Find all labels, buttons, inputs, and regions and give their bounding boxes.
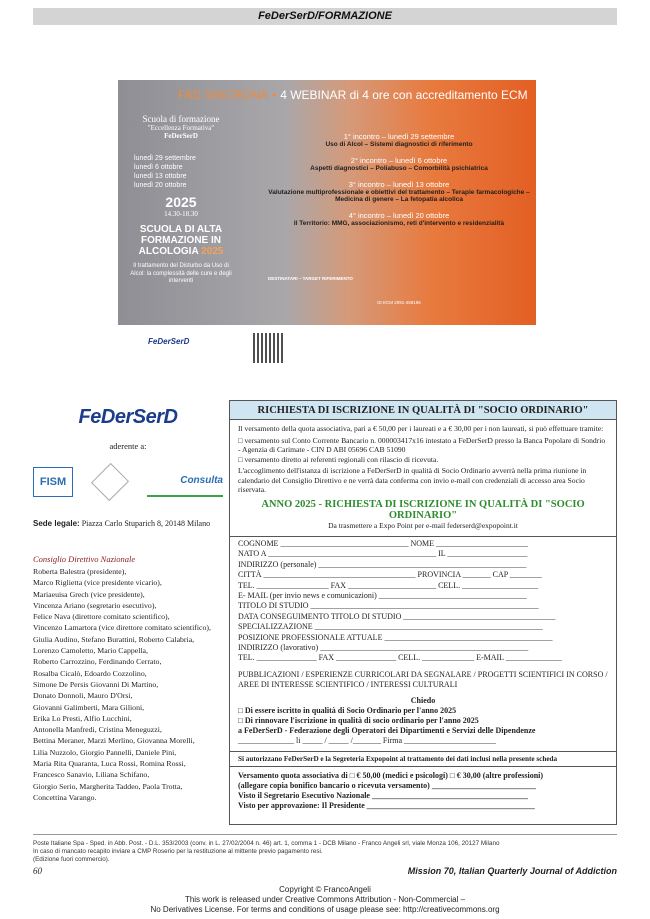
ad-incontro <box>268 211 530 227</box>
webinar-advertisement <box>118 80 536 375</box>
form-field-row[interactable]: SPECIALIZZAZIONE _________________________________________________________ <box>238 622 543 632</box>
option-rinnovo[interactable]: □ Di rinnovare l'iscrizione in qualità di socio ordinario per l'anno 2025 <box>238 716 479 726</box>
form-field-row[interactable]: COGNOME ________________________________ NOME _______________________ <box>238 539 528 548</box>
form-paragraph: L'accoglimento dell'istanza di iscrizione a FeDerSerD in qualità di Socio Ordinario avverrà nella prima riunione in calendario del Consiglio Direttivo e ne verrà data conferma con invio e-mail con credenziali di accesso area Socio riservata. <box>238 466 587 494</box>
consulta-logo: Consulta <box>147 467 223 497</box>
ad-school-sub: "Eccellenza Formativa" <box>147 124 215 132</box>
option-iscrizione[interactable]: □ Di essere iscritto in qualità di Socio Ordinario per l'anno 2025 <box>238 706 457 716</box>
form-title: RICHIESTA DI ISCRIZIONE IN QUALITÀ DI "SOCIO ORDINARIO" <box>230 401 616 420</box>
ad-dates <box>126 154 236 190</box>
form-field-row[interactable]: TEL. _______________ FAX _______________ CELL. _____________ E-MAIL ______________ <box>238 653 562 663</box>
visto-presidente[interactable]: Visto per approvazione: Il Presidente __________________________________________ <box>238 801 535 811</box>
consiglio-member: Maria Rita Quaranta, Luca Rossi, Romina Rossi, <box>33 759 186 769</box>
federserd-logo: FeDerSerD <box>78 406 178 428</box>
membership-form[interactable] <box>229 400 617 825</box>
form-body <box>230 420 616 530</box>
ad-hours: 14.30-18.30 <box>164 210 198 218</box>
shipping-line: (Edizione fuori commercio). <box>33 856 110 863</box>
ad-destinatari <box>268 276 530 305</box>
field-rows <box>238 539 608 664</box>
form-year-title: ANNO 2025 - RICHIESTA DI ISCRIZIONE IN QUALITÀ DI "SOCIO ORDINARIO" <box>261 498 585 521</box>
consiglio-member: Giulia Audino, Stefano Burattini, Roberto Calabria, <box>33 634 195 644</box>
ad-program <box>268 132 530 235</box>
consiglio-member: Rosalba Cicalò, Edoardo Cozzolino, <box>33 668 147 678</box>
form-field-row[interactable]: TEL. __________________ FAX ______________________ CELL. ___________________ <box>238 580 539 590</box>
incontro-title: 2° incontro – lunedì 6 ottobre <box>350 156 448 165</box>
journal-name: Mission 70, Italian Quarterly Journal of Addiction <box>407 866 617 876</box>
ad-incontro <box>268 180 530 203</box>
ad-scuola-year: 2025 <box>201 246 224 257</box>
ad-incontro <box>268 156 530 172</box>
ad-head-fad: FAD SINCRONA <box>178 88 269 102</box>
fism-logo: FISM <box>33 467 73 497</box>
consiglio-member: Antonella Manfredi, Cristina Meneguzzi, <box>33 725 162 735</box>
ad-date: lunedì 29 settembre <box>134 155 196 162</box>
consiglio-title: Consiglio Direttivo Nazionale <box>33 554 136 564</box>
shipping-line: Poste Italiane Spa - Sped. in Abb. Post. - D.L. 353/2003 (conv. in L. 27/02/2004 n. 46) art. 1, comma 1 - DCB Milano - Franco Angeli srl, viale Monza 106, 20127 Milano <box>33 840 500 847</box>
ad-incontro <box>268 132 530 148</box>
consiglio-member: Lorenzo Camoletto, Mario Cappella, <box>33 646 148 656</box>
divider <box>33 834 617 835</box>
form-field-row[interactable]: NATO A __________________________________________ IL ____________________ <box>238 549 528 559</box>
shipping-info <box>33 840 617 864</box>
consiglio-member: Vincenza Ariano (segretario esecutivo), <box>33 600 157 610</box>
association-logo-icon <box>91 463 129 501</box>
quota-line[interactable]: Versamento quota associativa di □ € 50,00 (medici e psicologi) □ € 30,00 (altre professioni) <box>238 771 544 781</box>
consiglio-member: Giovanni Galimberti, Mara Gilioni, <box>33 702 145 712</box>
sede-legale <box>33 519 223 528</box>
form-paragraph: Il versamento della quota associativa, pari a € 50,00 per i laureati e a € 30,00 per i non laureati, si può effettuare tramite: <box>238 424 604 433</box>
license-line: No Derivatives License. For terms and conditions of usage please see: http://creativecommons.org <box>150 905 500 914</box>
shipping-line: In caso di mancato recapito inviare a CMP Roserio per la restituzione al mittente previo pagamento resi. <box>33 848 323 855</box>
incontro-title: 4° incontro – lunedì 20 ottobre <box>348 211 450 220</box>
ad-head-webinar: 4 WEBINAR di 4 ore con accreditamento ECM <box>280 88 528 102</box>
ad-headline: FAD SINCRONA • 4 WEBINAR di 4 ore con accreditamento ECM <box>178 88 528 102</box>
consiglio-member: Roberta Balestra (presidente), <box>33 567 127 576</box>
consiglio-member: Giorgio Serio, Margherita Taddeo, Paola Trotta, <box>33 781 183 791</box>
form-field-row[interactable]: E- MAIL (per invio news e comunicazioni) _____________________________________ <box>238 591 527 601</box>
ad-scuola <box>126 224 236 257</box>
ad-sponsors <box>118 325 536 375</box>
page-number: 60 <box>33 866 42 876</box>
ad-desc: Il trattamento del Disturbo da Uso di Alcol: la complessità delle cure e degli interventi <box>130 263 232 284</box>
partner-logos <box>33 465 223 499</box>
ad-dest-title: DESTINATARI – TARGET RIFERIMENTO <box>268 276 353 281</box>
ad-scuola-text: SCUOLA DI ALTA FORMAZIONE IN ALCOLOGIA <box>138 224 223 257</box>
section-header: FeDerSerD/FORMAZIONE <box>33 8 617 25</box>
form-field-row[interactable]: INDIRIZZO (lavorativo) ____________________________________________________ <box>238 643 529 653</box>
ad-fd-logo: FeDerSerD <box>148 337 190 346</box>
ad-banner <box>118 80 536 325</box>
form-paragraph: □ versamento sul Conto Corrente Bancario n. 000003417x16 intestato a FeDerSerD presso la Banca Popolare di Sondrio - Agenzia di Carimate - CIN D ABI 05696 CAB 51090 <box>238 435 606 454</box>
ad-year: 2025 <box>165 194 197 210</box>
consiglio-member: Concettina Varango. <box>33 792 97 802</box>
consiglio-member: Erika Lo Presti, Alfio Lucchini, <box>33 713 132 723</box>
incontro-body: Uso di Alcol – Sistemi diagnostici di riferimento <box>325 141 473 148</box>
incontro-title: 3° incontro – lunedì 13 ottobre <box>348 180 450 189</box>
qr-code-icon[interactable] <box>253 333 283 363</box>
form-paragraph: □ versamento diretto ai referenti regionali con rilascio di ricevuta. <box>238 454 439 464</box>
sede-label: Sede legale: <box>33 519 80 528</box>
consiglio-member: Simone De Persis Giovanni Di Martino, <box>33 679 159 689</box>
form-field-row[interactable]: POSIZIONE PROFESSIONALE ATTUALE __________________________________________ <box>238 632 553 642</box>
ad-date: lunedì 6 ottobre <box>134 164 183 171</box>
ad-date: lunedì 20 ottobre <box>134 182 187 189</box>
consiglio-member: Lilia Nuzzolo, Giorgio Pannelli, Daniele Pini, <box>33 747 177 757</box>
option-federserd: a FeDerSerD - Federazione degli Operatori dei Dipartimenti e Servizi delle Dipendenze <box>238 726 536 736</box>
copyright-line: Copyright © FrancoAngeli <box>279 885 371 894</box>
ad-date: lunedì 13 ottobre <box>134 173 187 180</box>
incontro-title: 1° incontro – lunedì 29 settembre <box>343 132 455 141</box>
license-line: This work is released under Creative Commons Attribution - Non-Commercial – <box>184 895 466 904</box>
consiglio-member: Felice Nava (direttore comitato scientifico), <box>33 612 170 622</box>
form-field-row[interactable]: TITOLO DI STUDIO _________________________________________________________ <box>238 601 539 611</box>
ad-ecm: ID ECM 2091-458196 <box>377 299 421 305</box>
consiglio-member: Francesco Sanavio, Liliana Schifano, <box>33 770 150 780</box>
form-transmit: Da trasmettere a Expo Point per e-mail federserd@expopoint.it <box>328 520 518 530</box>
sede-address: Piazza Carlo Stuparich 8, 20148 Milano <box>81 519 211 528</box>
incontro-body: Il Territorio: MMG, associazionismo, reti d'intervento e residenzialità <box>293 220 505 227</box>
copyright-notice <box>0 885 650 915</box>
consiglio-member: Marco Riglietta (vice presidente vicario), <box>33 578 162 588</box>
consiglio-member: Bettina Meraner, Marzi Merlino, Giovanna Morelli, <box>33 736 195 746</box>
form-field-row[interactable]: DATA CONSEGUIMENTO TITOLO DI STUDIO ______________________________________ <box>238 611 556 621</box>
incontro-body: Aspetti diagnostici – Poliabuso – Comorbilità psichiatrica <box>310 165 488 172</box>
consiglio-list <box>33 566 223 803</box>
privacy-consent: Si autorizzano FeDerSerD e la Segreteria Expopoint al trattamento dei dati inclusi nella presente scheda <box>230 751 616 767</box>
publications-field[interactable]: PUBBLICAZIONI / ESPERIENZE CURRICOLARI DA SEGNALARE / PROGETTI SCIENTIFICI IN CORSO / AREE DI INTERESSE SCIENTIFICO / INTERESSI CULTURALI <box>238 669 608 689</box>
ad-left-column <box>126 110 236 286</box>
incontro-body: Valutazione multiprofessionale e obiettivi del trattamento – Terapie farmacologiche – Medicina di genere – La fetopatia alcolica <box>268 189 530 203</box>
date-signature-line[interactable]: ______________ li _____ / _____ /_______ Firma _______________________ <box>238 736 496 746</box>
form-field-row[interactable]: INDIRIZZO (personale) ____________________________________________________ <box>238 559 527 569</box>
consiglio-member: Vincenzo Lamartora (vice direttore comitato scientifico), <box>33 623 211 633</box>
consiglio-member: Donato Donnoli, Mauro D'Orsi, <box>33 691 133 701</box>
allegato-line[interactable]: (allegare copia bonifico bancario o ricevuta versamento) __________________________ <box>238 781 536 791</box>
visto-segretario[interactable]: Visto il Segretario Esecutivo Nazionale _______________________________________ <box>238 791 528 801</box>
form-field-row[interactable]: CITTÀ ______________________________________ PROVINCIA _______ CAP ________ <box>238 570 542 580</box>
aderente-label: aderente a: <box>109 441 147 451</box>
ad-fed: FeDerSerD <box>164 132 198 140</box>
form-fields <box>230 536 616 813</box>
consiglio-member: Roberto Carrozzino, Ferdinando Cerrato, <box>33 657 162 667</box>
left-column <box>33 398 223 803</box>
ad-school: Scuola di formazione <box>142 114 220 124</box>
chiedo-label: Chiedo <box>410 695 436 705</box>
consiglio-member: Mariaeuisa Grech (vice presidente), <box>33 589 145 599</box>
